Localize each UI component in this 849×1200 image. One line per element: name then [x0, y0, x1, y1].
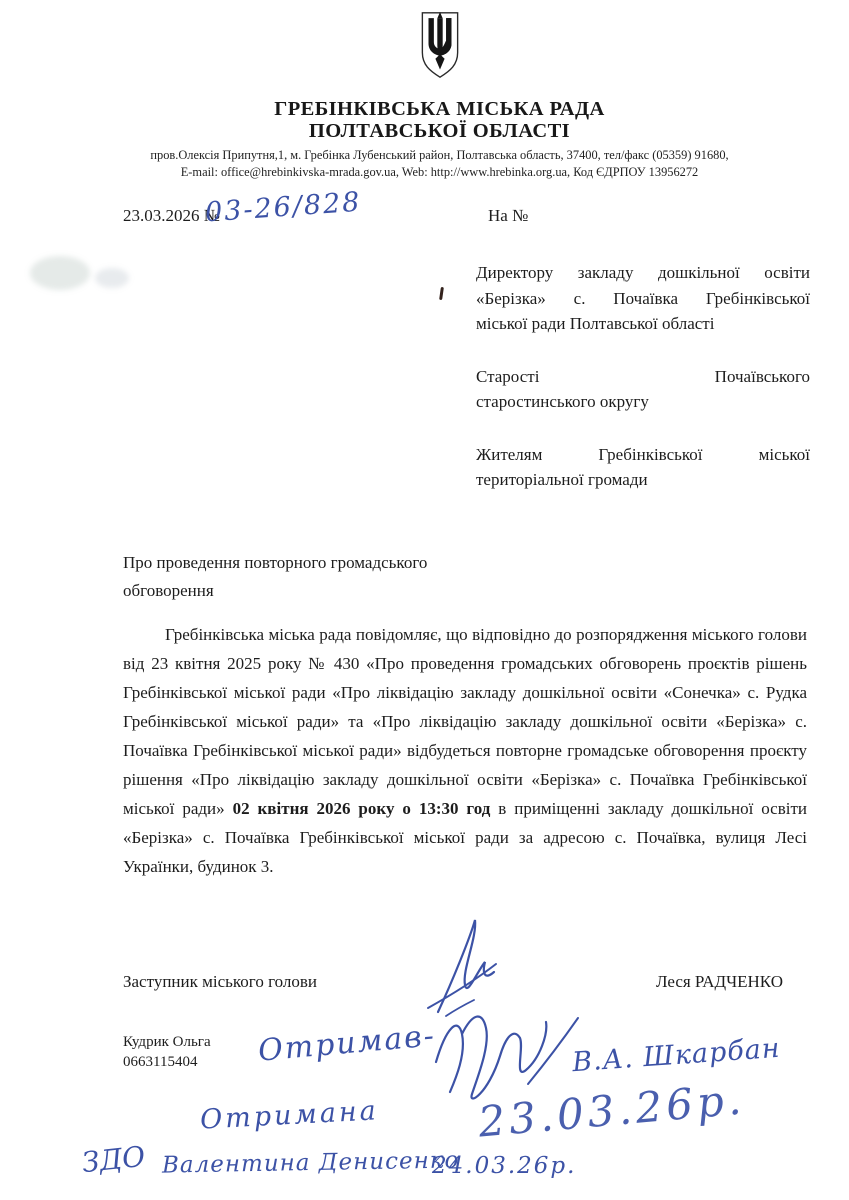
body-text-part2: в приміщенні закладу дошкільної освіти «Берізка» с. Почаївка Гребінківської міської ради за адресою с. Почаївка, вулиця Лесі Українки, будинок 3. [123, 799, 807, 876]
executor-phone: 0663115404 [123, 1054, 198, 1070]
scan-smudge-artifact [95, 268, 129, 288]
executor-name: Кудрик Ольга [123, 1034, 211, 1050]
handwritten-received-date: 23.03.26р. [476, 1074, 747, 1147]
scan-smudge-artifact [30, 256, 90, 290]
letterhead [15, 8, 849, 180]
recipient-director [476, 260, 810, 337]
org-name-line2: ПОЛТАВСЬКОЇ ОБЛАСТІ [308, 120, 571, 142]
handwritten-received-note: Отримав- [256, 1018, 438, 1069]
recipient-line: Старості Почаївського [476, 366, 810, 386]
handwritten-received-mark: Отримана [199, 1095, 380, 1136]
executor-block [123, 1032, 211, 1072]
handwritten-bottom-name: Валентина Денисенко [161, 1147, 460, 1179]
recipient-block [476, 260, 810, 520]
scan-ink-speck [439, 287, 444, 300]
body-paragraph [123, 620, 807, 881]
body-text-part1: Гребінківська міська рада повідомляє, що відповідно до розпорядження міського голови від 23 квітня 2025 року № 430 «Про проведення громадських обговорень проєктів рішень Гребінківської міської ради «Про ліквідацію закладу дошкільної освіти «Сонечка» с. Рудка Гребінківської міської ради» та «Про ліквідацію закладу дошкільної освіти «Берізка» с. Почаївка Гребінківської міської ради» відбудеться повторне громадське обговорення проєкту рішення «Про ліквідацію закладу дошкільної освіти «Берізка» с. Почаївка [123, 625, 807, 789]
org-contact-block [15, 147, 849, 180]
doc-number-handwritten: 03-26/828 [204, 186, 363, 229]
recipient-line: міської ради Полтавської області [476, 314, 715, 333]
handwritten-receiver-name: В.А. Шкарбан [571, 1032, 782, 1079]
body-text-part1b: Гребінківської міської ради» [123, 770, 808, 818]
org-email-web-line: E-mail: office@hrebinkivska-mrada.gov.ua, Web: http://www.hrebinka.org.ua, Код ЄДРПОУ 13956272 [180, 164, 699, 179]
ukraine-trident-emblem-icon [417, 8, 463, 82]
signatory-position: Заступник міського голови [123, 972, 318, 991]
recipient-line: Директору закладу дошкільної освіти [476, 263, 810, 282]
body-text-meeting-datetime: 02 квітня 2026 року о 13:30 год [232, 799, 491, 818]
handwritten-bottom-abbrev: ЗДО [80, 1139, 147, 1180]
recipient-residents [476, 442, 810, 493]
recipient-line: територіальної громади [476, 470, 648, 489]
signatory-name: Леся РАДЧЕНКО [655, 972, 783, 991]
doc-date-number-label: 23.03.2026 № [123, 206, 220, 225]
org-address-line: пров.Олексія Припутня,1, м. Гребінка Лубенський район, Полтавська область, 37400, тел/факс (05359) 91680, [150, 148, 729, 162]
recipient-line: старостинського округу [476, 392, 649, 411]
recipient-line: «Берізка» с. Почаївка Гребінківської [476, 288, 810, 308]
handwritten-bottom-date: 24.03.26р. [432, 1153, 577, 1179]
subject-line: Про проведення повторного громадського обговорення [123, 553, 428, 600]
recipient-line: Жителям Гребінківської міської [476, 444, 810, 464]
recipient-starosta [476, 364, 810, 415]
reply-ref-label: На № [488, 206, 529, 225]
reference-row [123, 186, 813, 242]
org-name-line1: ГРЕБІНКІВСЬКА МІСЬКА РАДА [274, 98, 605, 120]
